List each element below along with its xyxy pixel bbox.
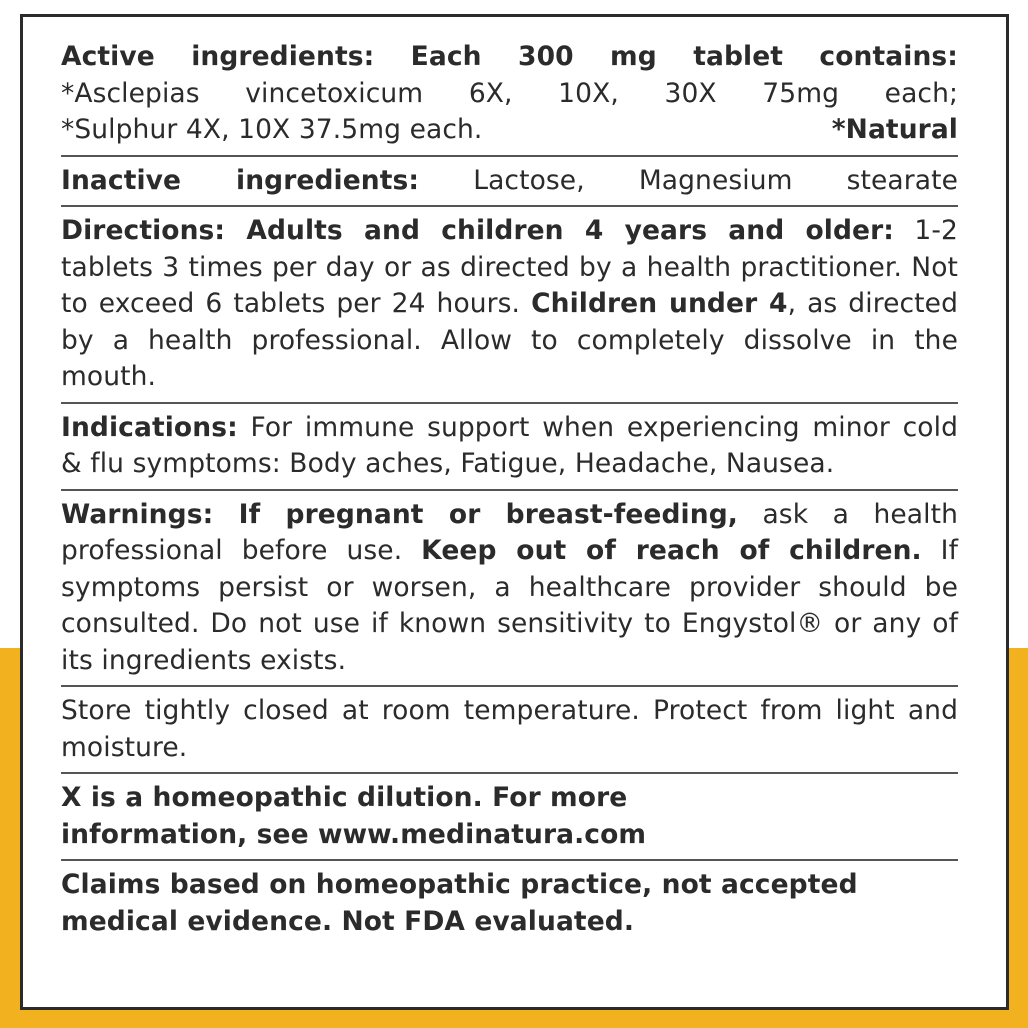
section-divider [61,205,958,207]
section-divider [61,685,958,687]
warnings-section [61,497,958,680]
directions-section [61,213,958,396]
section-divider [61,155,958,157]
storage-section [61,693,958,766]
dilution-text: X is a homeopathic dilution. For more information, see www.medinatura.com [61,782,647,850]
warnings-label: Warnings: If pregnant or breast-feeding, [61,498,738,530]
inactive-ingredients-section [61,163,958,200]
section-divider [61,859,958,861]
directions-text-1: 1-2 tablets 3 times per day or as directed by a health practitioner. Not to exceed 6 tablets per 24 hours. [61,215,958,319]
dilution-section [61,780,958,853]
claims-section [61,867,958,940]
drug-facts-label [20,14,1009,1010]
inactive-ingredients-label: Inactive ingredients: [61,164,420,196]
directions-label: Directions: Adults and children 4 years and older: [61,215,894,246]
storage-text: Store tightly closed at room temperature. Protect from light and moisture. [61,695,958,763]
active-ingredient-line-2-row [61,112,958,149]
active-ingredient-line-2: *Sulphur 4X, 10X 37.5mg each. [61,114,483,145]
indications-text: For immune support when experiencing minor cold & flu symptoms: Body aches, Fatigue, Headache, Nausea. [61,411,958,479]
section-divider [61,772,958,774]
indications-label: Indications: [61,411,238,443]
active-ingredients-heading: Active ingredients: Each 300 mg tablet contains: [61,41,958,72]
directions-children-under-4: Children under 4 [531,288,788,319]
active-ingredient-line-1: *Asclepias vincetoxicum 6X, 10X, 30X 75mg each; [61,77,958,109]
natural-footnote: *Natural [831,114,958,145]
section-divider [61,489,958,491]
indications-section [61,410,958,483]
section-divider [61,402,958,404]
claims-text: Claims based on homeopathic practice, not accepted medical evidence. Not FDA evaluated. [61,869,858,937]
inactive-ingredients-text: Lactose, Magnesium stearate [419,164,958,196]
warnings-keep-out-of-reach: Keep out of reach of children. [421,535,922,566]
warnings-text-1: ask a health professional before use. [61,498,958,566]
directions-text-2: , as directed by a health professional. Allow to completely dissolve in the mouth. [61,288,958,392]
active-ingredients-section [61,39,958,149]
warnings-text-2: If symptoms persist or worsen, a healthcare provider should be consulted. Do not use if known sensitivity to Engystol® or any of its ingredients exists. [61,535,958,676]
